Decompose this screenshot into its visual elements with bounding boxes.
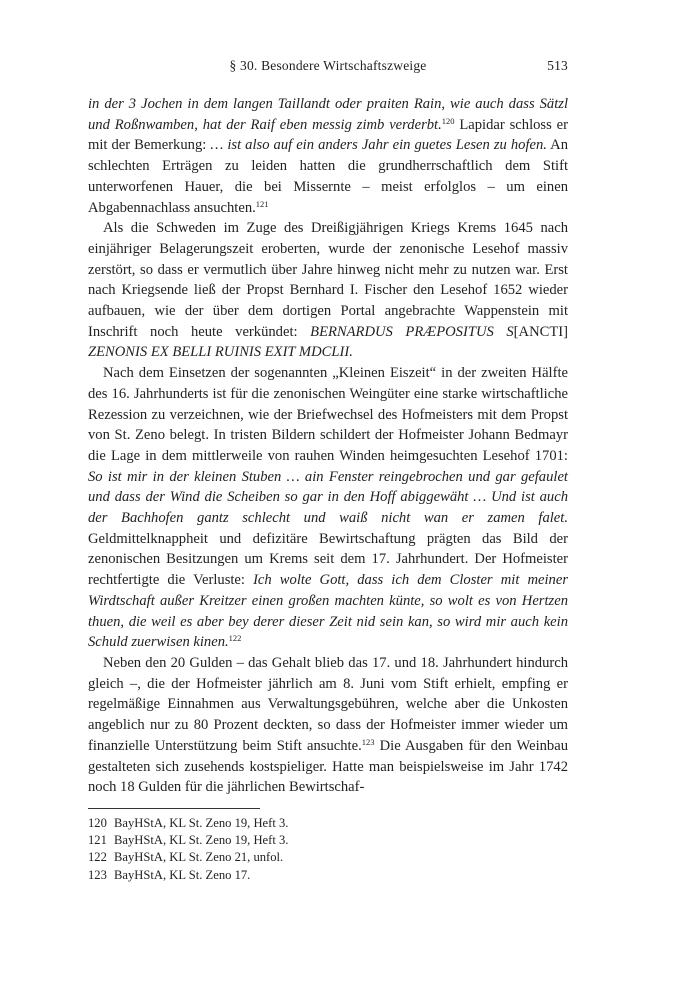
italic-quote: So ist mir in der kleinen Stuben … ain Fenster reingebrochen und gar gefaulet und dass der Wind die Scheiben so gar in den Hoff abiggewäht … Und ist auch der Bachhofen gantz schlecht und waiß nicht wan er zamen falet. — [88, 468, 568, 527]
footnote-number: 120 — [88, 815, 107, 830]
footnote — [88, 867, 568, 884]
page-number: 513 — [547, 58, 568, 73]
text-run: Als die Schweden im Zuge des Dreißigjährigen Kriegs Krems 1645 nach einjähriger Belagerungszeit eroberten, wurde der zenonische Lesehof massiv zerstört, so dass er vermutlich über Jahre hinweg nicht mehr zu nutzen war. Erst nach Kriegsende ließ der Propst Bernhard I. Fischer den Lesehof 1652 wieder aufbauen, wie der über dem dortigen Portal angebrachte Wappenstein mit Inschrift noch heute verkündet: — [88, 220, 568, 340]
footnote — [88, 815, 568, 832]
paragraph — [88, 218, 568, 363]
italic-quote: Ich wolte Gott, dass ich dem Closter mit meiner Wirdtschaft außer Kreitzer einen großen machten künte, so wolt es von Hertzen thuen, die weil es aber bey derer dieser Zeit nid sein kan, so wird mir auch kein Schuld zuerwisen kinen. — [88, 572, 568, 651]
body-text — [88, 94, 568, 798]
footnote — [88, 832, 568, 849]
footnote-number: 121 — [88, 833, 107, 848]
footnote-number: 122 — [88, 850, 107, 865]
footnote — [88, 849, 568, 866]
text-run: Neben den 20 Gulden – das Gehalt blieb das 17. und 18. Jahrhundert hindurch gleich –, die der Hofmeister jährlich am 8. Juni vom Stift erhielt, empfing er regelmäßige Einnahmen aus Verwaltungsgebühren, welche aber die Unkosten angeblich nur zu 80 Prozent deckten, so dass der Hofmeister immer wieder um finanzielle Unterstützung beim Stift ansuchte. — [88, 654, 568, 754]
footnotes — [88, 815, 568, 884]
book-page — [88, 58, 568, 884]
paragraph — [88, 363, 568, 653]
footnote-text: BayHStA, KL St. Zeno 17. — [114, 867, 251, 882]
text-run: Die Ausgaben für den Weinbau gestalteten sich zusehends kostspieliger. Hatte man beispielsweise im Jahr 1742 noch 18 Gulden für die jährlichen Bewirtschaf- — [88, 737, 568, 796]
footnote-text: BayHStA, KL St. Zeno 21, unfol. — [114, 850, 284, 865]
footnote-reference: 120 — [441, 115, 455, 126]
text-run: Nach dem Einsetzen der sogenannten „Kleinen Eiszeit“ in der zweiten Hälfte des 16. Jahrhunderts ist für die zenonischen Weingüter eine starke wirtschaftliche Rezession zu verzeichnen, wie der Briefwechsel des Hofmeisters mit dem Propst von St. Zeno belegt. In tristen Bildern schildert der Hofmeister Johann Bedmayr die Lage in dem mittlerweile von rauhen Winden heimgesuchten Lesehof 1701: — [88, 365, 568, 464]
italic-quote: BERNARDUS PRÆPOSITUS S — [310, 323, 514, 340]
paragraph — [88, 94, 568, 218]
running-title: § 30. Besondere Wirtschaftszweige — [229, 58, 427, 73]
italic-quote: ZENONIS EX BELLI RUINIS EXIT MDCLII. — [88, 344, 353, 361]
footnote-reference: 122 — [228, 633, 242, 644]
text-run: Lapidar schloss er mit der Bemerkung: — [88, 116, 568, 154]
text-run: An schlechten Erträgen zu leiden hatten die grundherrschaftlich dem Stift unterworfenen Hauer, die bei Missernte – meist erfolglos – um einen Abgabennachlass ansuchten. — [88, 137, 568, 216]
footnote-divider — [88, 808, 260, 809]
footnote-number: 123 — [88, 867, 107, 882]
footnote-reference: 121 — [255, 198, 269, 209]
footnote-reference: 123 — [361, 736, 375, 747]
italic-quote: in der 3 Jochen in dem langen Taillandt oder praiten Rain, wie auch dass Sätzl und Roßnwamben, hat der Raif eben messig zimb verderbt. — [88, 96, 568, 133]
running-head — [88, 58, 568, 80]
footnote-text: BayHStA, KL St. Zeno 19, Heft 3. — [114, 833, 289, 848]
italic-quote: … ist also auf ein anders Jahr ein guetes Lesen zu hofen. — [210, 137, 547, 154]
text-run: [ANCTI] — [513, 323, 568, 340]
footnote-text: BayHStA, KL St. Zeno 19, Heft 3. — [114, 815, 289, 830]
paragraph — [88, 653, 568, 798]
text-run: Geldmittelknappheit und defizitäre Bewirtschaftung prägten das Bild der zenonischen Besitzungen um Krems seit dem 17. Jahrhundert. Der Hofmeister rechtfertigte die Verluste: — [88, 530, 568, 589]
